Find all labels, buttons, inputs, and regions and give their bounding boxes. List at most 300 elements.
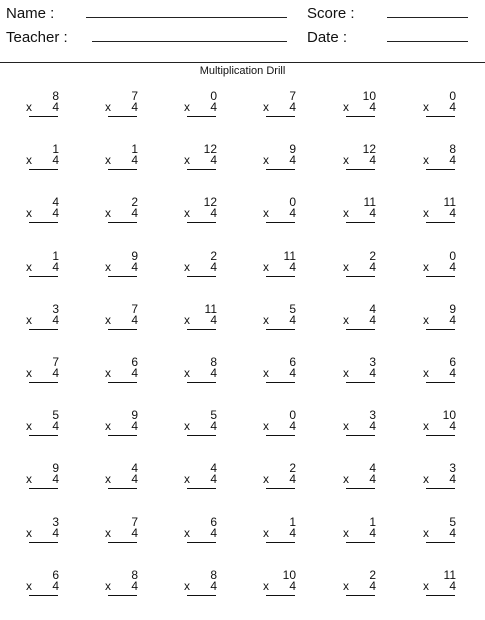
- multiplier: 4: [131, 419, 138, 433]
- times-sign: x: [26, 100, 32, 114]
- multiplicand: 6: [210, 515, 217, 529]
- multiplicand: 2: [210, 249, 217, 263]
- problem-item: [343, 356, 383, 392]
- problem-item: [105, 90, 145, 126]
- problem-item: [105, 516, 145, 552]
- multiplier: 4: [369, 579, 376, 593]
- times-sign: x: [343, 260, 349, 274]
- times-sign: x: [184, 100, 190, 114]
- multiplicand: 11: [363, 195, 376, 209]
- problem-item: [26, 462, 66, 498]
- multiplier: 4: [289, 100, 296, 114]
- problem-item: [423, 196, 463, 232]
- multiplicand: 7: [289, 89, 296, 103]
- problem-item: [184, 516, 224, 552]
- answer-line[interactable]: [187, 488, 216, 489]
- answer-line[interactable]: [346, 435, 375, 436]
- multiplicand: 3: [449, 461, 456, 475]
- multiplier: 4: [52, 419, 59, 433]
- name-line[interactable]: [86, 17, 287, 18]
- answer-line[interactable]: [346, 116, 375, 117]
- multiplier: 4: [449, 313, 456, 327]
- answer-line[interactable]: [266, 595, 295, 596]
- answer-line[interactable]: [108, 488, 137, 489]
- problem-item: [105, 143, 145, 179]
- multiplicand: 0: [210, 89, 217, 103]
- answer-line[interactable]: [187, 595, 216, 596]
- multiplier: 4: [131, 206, 138, 220]
- answer-line[interactable]: [29, 435, 58, 436]
- multiplier: 4: [131, 153, 138, 167]
- answer-line[interactable]: [108, 169, 137, 170]
- multiplier: 4: [210, 366, 217, 380]
- times-sign: x: [423, 153, 429, 167]
- problem-item: [343, 143, 383, 179]
- multiplier: 4: [289, 206, 296, 220]
- times-sign: x: [343, 100, 349, 114]
- answer-line[interactable]: [346, 222, 375, 223]
- times-sign: x: [263, 260, 269, 274]
- problem-item: [184, 303, 224, 339]
- times-sign: x: [26, 313, 32, 327]
- problem-item: [184, 569, 224, 605]
- multiplicand: 1: [52, 142, 59, 156]
- multiplicand: 9: [289, 142, 296, 156]
- multiplicand: 7: [131, 302, 138, 316]
- name-label: Name :: [6, 5, 55, 22]
- times-sign: x: [105, 206, 111, 220]
- multiplicand: 3: [52, 302, 59, 316]
- times-sign: x: [184, 579, 190, 593]
- times-sign: x: [26, 366, 32, 380]
- multiplicand: 9: [52, 461, 59, 475]
- times-sign: x: [26, 206, 32, 220]
- problem-item: [343, 303, 383, 339]
- times-sign: x: [184, 472, 190, 486]
- answer-line[interactable]: [29, 222, 58, 223]
- answer-line[interactable]: [108, 276, 137, 277]
- problem-item: [26, 196, 66, 232]
- multiplier: 4: [289, 153, 296, 167]
- multiplier: 4: [210, 153, 217, 167]
- multiplicand: 12: [362, 142, 376, 156]
- answer-line[interactable]: [426, 329, 455, 330]
- times-sign: x: [423, 579, 429, 593]
- multiplier: 4: [210, 419, 217, 433]
- answer-line[interactable]: [108, 222, 137, 223]
- problem-item: [105, 303, 145, 339]
- problem-item: [423, 90, 463, 126]
- problem-item: [263, 303, 303, 339]
- problem-item: [423, 409, 463, 445]
- answer-line[interactable]: [29, 169, 58, 170]
- times-sign: x: [423, 206, 429, 220]
- answer-line[interactable]: [346, 488, 375, 489]
- problem-item: [343, 409, 383, 445]
- multiplicand: 12: [203, 195, 217, 209]
- times-sign: x: [423, 366, 429, 380]
- answer-line[interactable]: [346, 276, 375, 277]
- problem-item: [26, 143, 66, 179]
- answer-line[interactable]: [29, 488, 58, 489]
- problem-item: [184, 409, 224, 445]
- times-sign: x: [263, 153, 269, 167]
- problem-item: [423, 356, 463, 392]
- problem-item: [263, 462, 303, 498]
- multiplicand: 10: [282, 568, 296, 582]
- multiplier: 4: [449, 366, 456, 380]
- problem-item: [184, 250, 224, 286]
- multiplier: 4: [131, 579, 138, 593]
- multiplier: 4: [131, 100, 138, 114]
- answer-line[interactable]: [266, 435, 295, 436]
- times-sign: x: [343, 419, 349, 433]
- multiplicand: 5: [289, 302, 296, 316]
- answer-line[interactable]: [108, 542, 137, 543]
- answer-line[interactable]: [266, 276, 295, 277]
- answer-line[interactable]: [346, 542, 375, 543]
- multiplicand: 5: [449, 515, 456, 529]
- times-sign: x: [26, 526, 32, 540]
- problem-item: [343, 569, 383, 605]
- answer-line[interactable]: [29, 329, 58, 330]
- problem-item: [343, 462, 383, 498]
- times-sign: x: [263, 366, 269, 380]
- multiplicand: 4: [210, 461, 217, 475]
- times-sign: x: [343, 526, 349, 540]
- times-sign: x: [26, 260, 32, 274]
- header-divider: [0, 62, 485, 63]
- multiplicand: 2: [369, 568, 376, 582]
- times-sign: x: [343, 579, 349, 593]
- multiplicand: 8: [131, 568, 138, 582]
- answer-line[interactable]: [426, 435, 455, 436]
- multiplier: 4: [449, 206, 456, 220]
- multiplicand: 9: [131, 249, 138, 263]
- answer-line[interactable]: [108, 116, 137, 117]
- multiplicand: 8: [210, 355, 217, 369]
- answer-line[interactable]: [29, 276, 58, 277]
- multiplier: 4: [131, 472, 138, 486]
- times-sign: x: [105, 472, 111, 486]
- problem-item: [343, 196, 383, 232]
- multiplicand: 9: [449, 302, 456, 316]
- multiplier: 4: [210, 313, 217, 327]
- score-line[interactable]: [387, 17, 468, 18]
- times-sign: x: [343, 366, 349, 380]
- multiplicand: 7: [131, 89, 138, 103]
- problem-item: [423, 569, 463, 605]
- times-sign: x: [423, 419, 429, 433]
- times-sign: x: [105, 313, 111, 327]
- multiplier: 4: [210, 579, 217, 593]
- answer-line[interactable]: [426, 488, 455, 489]
- answer-line[interactable]: [187, 435, 216, 436]
- answer-line[interactable]: [426, 116, 455, 117]
- problem-item: [26, 90, 66, 126]
- problem-item: [423, 462, 463, 498]
- multiplier: 4: [449, 526, 456, 540]
- times-sign: x: [184, 206, 190, 220]
- multiplicand: 4: [369, 461, 376, 475]
- times-sign: x: [263, 472, 269, 486]
- score-label: Score :: [307, 5, 355, 22]
- answer-line[interactable]: [187, 169, 216, 170]
- multiplier: 4: [210, 526, 217, 540]
- problem-item: [26, 516, 66, 552]
- times-sign: x: [343, 153, 349, 167]
- times-sign: x: [105, 419, 111, 433]
- answer-line[interactable]: [108, 329, 137, 330]
- multiplicand: 7: [131, 515, 138, 529]
- multiplier: 4: [52, 472, 59, 486]
- multiplier: 4: [210, 472, 217, 486]
- answer-line[interactable]: [29, 595, 58, 596]
- multiplier: 4: [449, 153, 456, 167]
- problem-item: [263, 569, 303, 605]
- multiplier: 4: [449, 100, 456, 114]
- problem-item: [26, 356, 66, 392]
- problem-item: [263, 356, 303, 392]
- problem-item: [263, 409, 303, 445]
- times-sign: x: [343, 472, 349, 486]
- answer-line[interactable]: [426, 169, 455, 170]
- answer-line[interactable]: [187, 542, 216, 543]
- answer-line[interactable]: [266, 488, 295, 489]
- problem-item: [263, 90, 303, 126]
- multiplier: 4: [210, 100, 217, 114]
- multiplicand: 6: [449, 355, 456, 369]
- times-sign: x: [184, 419, 190, 433]
- problem-item: [263, 143, 303, 179]
- answer-line[interactable]: [187, 276, 216, 277]
- multiplicand: 11: [443, 195, 456, 209]
- answer-line[interactable]: [266, 169, 295, 170]
- answer-line[interactable]: [187, 382, 216, 383]
- date-label: Date :: [307, 29, 348, 46]
- answer-line[interactable]: [346, 169, 375, 170]
- multiplier: 4: [210, 260, 217, 274]
- multiplier: 4: [369, 366, 376, 380]
- multiplicand: 3: [52, 515, 59, 529]
- answer-line[interactable]: [266, 222, 295, 223]
- answer-line[interactable]: [346, 382, 375, 383]
- answer-line[interactable]: [29, 542, 58, 543]
- answer-line[interactable]: [346, 329, 375, 330]
- times-sign: x: [105, 100, 111, 114]
- multiplier: 4: [52, 366, 59, 380]
- multiplicand: 5: [210, 408, 217, 422]
- answer-line[interactable]: [266, 542, 295, 543]
- multiplicand: 5: [52, 408, 59, 422]
- times-sign: x: [26, 419, 32, 433]
- multiplicand: 8: [52, 89, 59, 103]
- answer-line[interactable]: [426, 542, 455, 543]
- times-sign: x: [105, 260, 111, 274]
- answer-line[interactable]: [266, 382, 295, 383]
- times-sign: x: [343, 313, 349, 327]
- answer-line[interactable]: [187, 222, 216, 223]
- times-sign: x: [26, 579, 32, 593]
- times-sign: x: [263, 313, 269, 327]
- problem-item: [105, 196, 145, 232]
- problem-item: [184, 356, 224, 392]
- multiplier: 4: [52, 579, 59, 593]
- times-sign: x: [423, 313, 429, 327]
- teacher-label: Teacher :: [6, 29, 68, 46]
- multiplicand: 1: [52, 249, 59, 263]
- times-sign: x: [263, 419, 269, 433]
- answer-line[interactable]: [426, 276, 455, 277]
- problem-item: [26, 569, 66, 605]
- problem-item: [26, 303, 66, 339]
- answer-line[interactable]: [108, 435, 137, 436]
- multiplicand: 11: [443, 568, 456, 582]
- teacher-line[interactable]: [92, 41, 287, 42]
- problem-item: [26, 250, 66, 286]
- answer-line[interactable]: [266, 329, 295, 330]
- times-sign: x: [26, 153, 32, 167]
- multiplicand: 1: [289, 515, 296, 529]
- times-sign: x: [105, 153, 111, 167]
- multiplicand: 12: [203, 142, 217, 156]
- times-sign: x: [263, 526, 269, 540]
- answer-line[interactable]: [29, 382, 58, 383]
- multiplicand: 4: [131, 461, 138, 475]
- times-sign: x: [423, 260, 429, 274]
- problem-item: [423, 143, 463, 179]
- multiplier: 4: [52, 526, 59, 540]
- problem-item: [105, 409, 145, 445]
- multiplicand: 9: [131, 408, 138, 422]
- multiplier: 4: [369, 526, 376, 540]
- multiplier: 4: [52, 260, 59, 274]
- multiplicand: 0: [449, 249, 456, 263]
- multiplicand: 6: [131, 355, 138, 369]
- times-sign: x: [184, 313, 190, 327]
- times-sign: x: [263, 206, 269, 220]
- times-sign: x: [184, 526, 190, 540]
- multiplicand: 11: [283, 249, 296, 263]
- times-sign: x: [423, 526, 429, 540]
- multiplicand: 6: [52, 568, 59, 582]
- multiplicand: 2: [369, 249, 376, 263]
- answer-line[interactable]: [266, 116, 295, 117]
- answer-line[interactable]: [29, 116, 58, 117]
- multiplier: 4: [289, 579, 296, 593]
- multiplier: 4: [289, 366, 296, 380]
- times-sign: x: [263, 100, 269, 114]
- multiplicand: 8: [449, 142, 456, 156]
- multiplicand: 3: [369, 355, 376, 369]
- date-line[interactable]: [387, 41, 468, 42]
- multiplier: 4: [449, 260, 456, 274]
- answer-line[interactable]: [426, 595, 455, 596]
- problem-item: [343, 90, 383, 126]
- problem-item: [263, 516, 303, 552]
- problem-item: [423, 516, 463, 552]
- multiplier: 4: [52, 100, 59, 114]
- answer-line[interactable]: [187, 329, 216, 330]
- times-sign: x: [184, 260, 190, 274]
- times-sign: x: [105, 366, 111, 380]
- multiplier: 4: [52, 153, 59, 167]
- multiplicand: 0: [289, 195, 296, 209]
- problem-item: [26, 409, 66, 445]
- multiplicand: 0: [449, 89, 456, 103]
- times-sign: x: [423, 472, 429, 486]
- times-sign: x: [184, 366, 190, 380]
- problem-item: [423, 303, 463, 339]
- multiplier: 4: [369, 260, 376, 274]
- problem-item: [343, 516, 383, 552]
- problem-item: [105, 462, 145, 498]
- multiplier: 4: [289, 313, 296, 327]
- answer-line[interactable]: [187, 116, 216, 117]
- multiplier: 4: [131, 313, 138, 327]
- multiplicand: 2: [289, 461, 296, 475]
- multiplier: 4: [52, 206, 59, 220]
- multiplicand: 10: [442, 408, 456, 422]
- problem-item: [184, 196, 224, 232]
- multiplicand: 8: [210, 568, 217, 582]
- multiplier: 4: [369, 472, 376, 486]
- multiplier: 4: [369, 206, 376, 220]
- problem-item: [105, 250, 145, 286]
- times-sign: x: [343, 206, 349, 220]
- multiplicand: 0: [289, 408, 296, 422]
- answer-line[interactable]: [108, 382, 137, 383]
- multiplicand: 4: [52, 195, 59, 209]
- multiplicand: 6: [289, 355, 296, 369]
- multiplicand: 7: [52, 355, 59, 369]
- times-sign: x: [105, 579, 111, 593]
- answer-line[interactable]: [346, 595, 375, 596]
- multiplier: 4: [131, 366, 138, 380]
- multiplier: 4: [449, 419, 456, 433]
- problem-item: [105, 356, 145, 392]
- multiplier: 4: [52, 313, 59, 327]
- multiplier: 4: [131, 260, 138, 274]
- multiplier: 4: [369, 419, 376, 433]
- answer-line[interactable]: [426, 382, 455, 383]
- multiplicand: 1: [131, 142, 138, 156]
- multiplicand: 2: [131, 195, 138, 209]
- multiplier: 4: [289, 260, 296, 274]
- times-sign: x: [423, 100, 429, 114]
- multiplier: 4: [289, 472, 296, 486]
- multiplicand: 10: [362, 89, 376, 103]
- multiplier: 4: [289, 419, 296, 433]
- problem-item: [184, 143, 224, 179]
- answer-line[interactable]: [108, 595, 137, 596]
- multiplier: 4: [131, 526, 138, 540]
- multiplicand: 1: [369, 515, 376, 529]
- worksheet-title: Multiplication Drill: [199, 65, 286, 77]
- times-sign: x: [184, 153, 190, 167]
- answer-line[interactable]: [426, 222, 455, 223]
- times-sign: x: [26, 472, 32, 486]
- multiplier: 4: [369, 153, 376, 167]
- multiplier: 4: [210, 206, 217, 220]
- multiplier: 4: [369, 100, 376, 114]
- problem-item: [263, 250, 303, 286]
- multiplicand: 3: [369, 408, 376, 422]
- problem-item: [423, 250, 463, 286]
- multiplier: 4: [449, 579, 456, 593]
- multiplicand: 4: [369, 302, 376, 316]
- problem-item: [184, 90, 224, 126]
